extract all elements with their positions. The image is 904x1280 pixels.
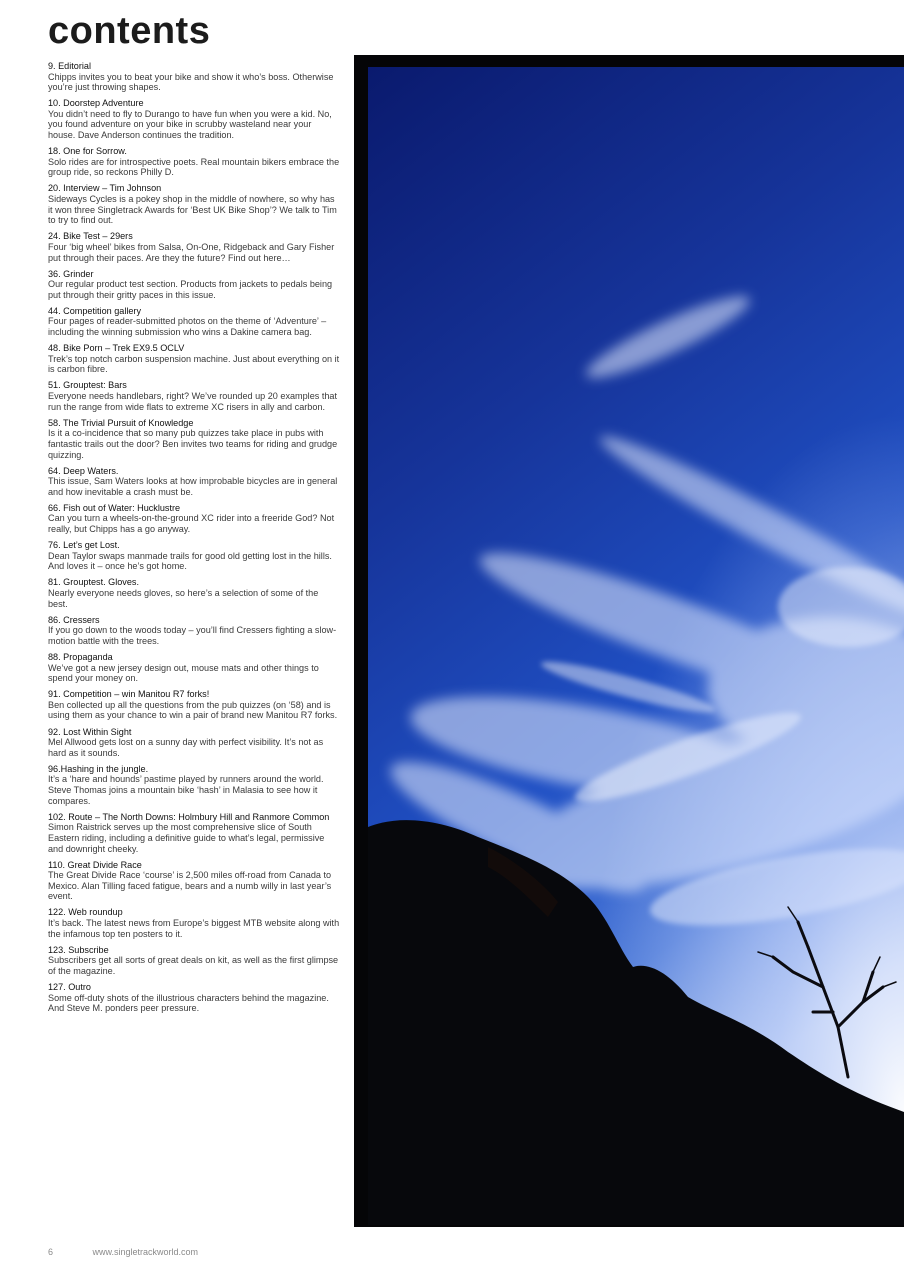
toc-entry-title: 96.Hashing in the jungle. (48, 763, 149, 774)
toc-entry-description: Trek’s top notch carbon suspension machine. Just about everything on it is carbon fibre. (48, 353, 340, 375)
toc-entry (48, 466, 340, 498)
toc-entry (48, 146, 340, 178)
toc-entry-description: Mel Allwood gets lost on a sunny day with perfect visibility. It’s not as hard as it sounds. (48, 737, 324, 758)
toc-entry-description: You didn’t need to fly to Durango to have fun when you were a kid. No, you found adventure on your bike in scrubby wasteland near your house. Dave Anderson continues the tradition. (48, 108, 332, 141)
toc-entry-title: 24. Bike Test – 29ers (48, 231, 133, 242)
toc-entry-description: The Great Divide Race ‘course’ is 2,500 miles off-road from Canada to Mexico. Alan Tilling faced fatigue, bears and a numb willy in last year’s event. (48, 870, 332, 902)
toc-entry-title: 88. Propaganda (48, 652, 113, 662)
toc-entry (48, 615, 340, 647)
toc-entry-title: 86. Cressers (48, 614, 100, 625)
toc-entry (48, 540, 340, 572)
toc-entry-description: It’s back. The latest news from Europe’s biggest MTB website along with the infamous top ten posters to it. (48, 918, 340, 939)
toc-entry-title: 123. Subscribe (48, 944, 109, 955)
toc-entry (48, 306, 340, 338)
toc-entry-description: Can you turn a wheels-on-the-ground XC rider into a freeride God? Not really, but Chipps has a go anyway. (48, 513, 335, 535)
toc-entry-title: 92. Lost Within Sight (48, 726, 132, 737)
toc-entry (48, 577, 340, 609)
toc-entry (48, 945, 340, 977)
toc-entry-title: 58. The Trivial Pursuit of Knowledge (48, 417, 194, 428)
sky-photo (368, 67, 904, 1225)
toc-entry-title: 66. Fish out of Water: Hucklustre (48, 502, 181, 513)
toc-entry-description: Is it a co-incidence that so many pub quizzes take place in pubs with fantastic trails out the door? Ben invites two teams for riding and grudge quizzing. (48, 428, 338, 460)
toc-entry-description: Solo rides are for introspective poets. Real mountain bikers embrace the group ride, so reckons Philly D. (48, 156, 340, 178)
website-url[interactable]: www.singletrackworld.com (92, 1247, 199, 1257)
toc-entry-title: 48. Bike Porn – Trek EX9.5 OCLV (48, 343, 185, 354)
toc-entry (48, 503, 340, 535)
page-footer (48, 1247, 198, 1257)
toc-entry (48, 269, 340, 301)
toc-entry-description: Sideways Cycles is a pokey shop in the middle of nowhere, so why has it won three Singletrack Awards for ‘Best UK Bike Shop’? We talk to Tim to try to find out. (48, 194, 337, 226)
toc-entry-description: Our regular product test section. Products from jackets to pedals being put through their gritty paces in this issue. (48, 279, 333, 300)
toc-entry (48, 231, 340, 263)
toc-entry-title: 9. Editorial (48, 61, 91, 71)
toc-entry (48, 907, 340, 939)
toc-entry-description: Everyone needs handlebars, right? We’ve rounded up 20 examples that run the range from wide flats to extreme XC risers in ally and carbon. (48, 391, 337, 412)
toc-entry (48, 652, 340, 684)
toc-entry (48, 418, 340, 460)
contents-list (48, 61, 340, 1019)
toc-entry-description: Simon Raistrick serves up the most comprehensive slice of South Eastern riding, including a definitive guide to what’s legal, permissive and downright cheeky. (48, 822, 325, 854)
toc-entry-description: Some off-duty shots of the illustrious characters behind the magazine. And Steve M. ponders peer pressure. (48, 992, 329, 1014)
toc-entry-title: 20. Interview – Tim Johnson (48, 183, 162, 194)
toc-entry (48, 764, 340, 806)
toc-entry-description: This issue, Sam Waters looks at how improbable bicycles are in general and how inevitable a crash must be. (48, 476, 338, 497)
toc-entry-title: 91. Competition – win Manitou R7 forks! (48, 689, 210, 700)
toc-entry-title: 81. Grouptest. Gloves. (48, 577, 139, 588)
toc-entry-title: 127. Outro (48, 982, 91, 993)
toc-entry-title: 44. Competition gallery (48, 305, 142, 316)
toc-entry-description: Nearly everyone needs gloves, so here’s a selection of some of the best. (48, 588, 319, 609)
toc-entry-title: 51. Grouptest: Bars (48, 380, 127, 391)
toc-entry-title: 10. Doorstep Adventure (48, 98, 144, 109)
page-title: contents (48, 10, 211, 52)
toc-entry (48, 380, 340, 412)
photo-frame (354, 55, 904, 1227)
toc-entry-description: Four pages of reader-submitted photos on the theme of ‘Adventure’ – including the winning submission who wins a Dakine camera bag. (48, 316, 327, 338)
toc-entry-description: Subscribers get all sorts of great deals on kit, as well as the first glimpse of the magazine. (48, 955, 339, 976)
toc-entry-title: 102. Route – The North Downs: Holmbury Hill and Ranmore Common (48, 811, 330, 822)
toc-entry-description: Chipps invites you to beat your bike and show it who’s boss. Otherwise you’re just throwing shapes. (48, 71, 334, 93)
toc-entry-description: Four ‘big wheel’ bikes from Salsa, On-One, Ridgeback and Gary Fisher put through their paces. Are they the future? Find out here… (48, 241, 335, 263)
toc-entry-description: Ben collected up all the questions from the pub quizzes (on ‘58) and is using them as your chance to win a pair of brand new Manitou R7 forks. (48, 699, 338, 721)
toc-entry-description: It’s a ‘hare and hounds’ pastime played by runners around the world. Steve Thomas joins a mountain bike ‘hash’ in Malasia to see how it compares. (48, 774, 324, 806)
toc-entry (48, 860, 340, 902)
toc-entry (48, 689, 340, 721)
toc-entry-title: 18. One for Sorrow. (48, 146, 127, 157)
toc-entry-description: If you go down to the woods today – you’ll find Cressers fighting a slow-motion battle with the trees. (48, 625, 337, 646)
toc-entry-title: 36. Grinder (48, 268, 94, 279)
toc-entry-title: 76. Let’s get Lost. (48, 540, 120, 551)
toc-entry (48, 982, 340, 1014)
toc-entry (48, 343, 340, 375)
toc-entry-description: We’ve got a new jersey design out, mouse mats and other things to spend your money on. (48, 662, 319, 684)
toc-entry (48, 727, 340, 759)
sky-silhouette-image (368, 67, 904, 1225)
page-number: 6 (48, 1247, 54, 1257)
toc-entry (48, 98, 340, 140)
toc-entry-description: Dean Taylor swaps manmade trails for good old getting lost in the hills. And loves it – once he’s got home. (48, 550, 332, 572)
toc-entry-title: 122. Web roundup (48, 907, 123, 918)
toc-entry-title: 64. Deep Waters. (48, 465, 119, 476)
toc-entry (48, 183, 340, 225)
toc-entry (48, 61, 340, 93)
toc-entry-title: 110. Great Divide Race (48, 859, 142, 870)
toc-entry (48, 812, 340, 854)
